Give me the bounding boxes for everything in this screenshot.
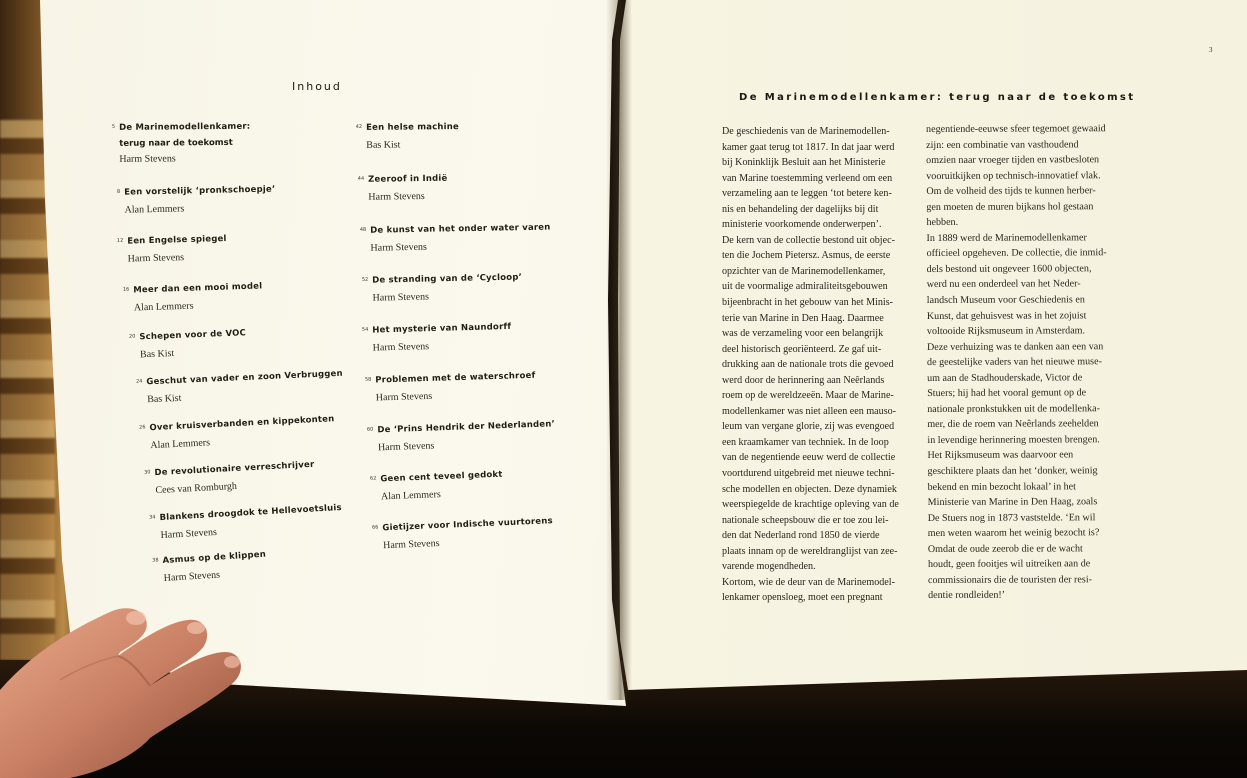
toc-title: Gietijzer voor Indische vuurtorens [382, 516, 553, 534]
toc-author: Bas Kist [366, 139, 401, 151]
text-line: landsch Museum voor Geschiedenis en [926, 294, 1085, 307]
toc-page-number: 66 [371, 524, 379, 531]
toc-heading: Inhoud [292, 80, 342, 93]
toc-title: Een vorstelijk ‘pronkschoepje’ [124, 184, 276, 198]
toc-author: Alan Lemmers [380, 489, 441, 503]
text-line: Om de volheid des tijds te kunnen herber- [926, 185, 1096, 198]
toc-page-number: 34 [149, 514, 156, 521]
toc-title: De Marinemodellenkamer: [119, 121, 251, 133]
text-line: zijn: een combinatie van vasthoudend [926, 138, 1079, 151]
text-line: lenkamer opensloeg, moet een pregnant [722, 592, 883, 604]
toc-page-number: 52 [361, 276, 369, 283]
text-line: omzien naar vroeger tijden en vastbesloten [926, 154, 1100, 167]
hand-holding-book [0, 560, 260, 778]
toc-author: Harm Stevens [368, 190, 425, 203]
text-line: sche modellen en objecten. Deze dynamiek [722, 483, 897, 495]
text-line: houdt, geen fooitjes wil uitreiken aan de [927, 558, 1091, 571]
toc-page-number: 48 [359, 226, 367, 233]
toc-author: Harm Stevens [377, 440, 435, 454]
toc-page-number: 5 [111, 123, 116, 130]
toc-page-number: 60 [366, 426, 374, 433]
text-line: varende mogendheden. [722, 561, 816, 573]
toc-title: Meer dan een mooi model [133, 281, 263, 296]
toc-entry [111, 228, 227, 265]
essay-title: De Marinemodellenkamer: terug naar de toekomst [739, 92, 1136, 103]
toc-page-number: 38 [152, 557, 159, 564]
text-line: van de negentiende eeuw werd de collectie [722, 452, 896, 464]
text-line: nis en behandeling der dagelijks bij dit [722, 203, 879, 215]
text-line: voltooide Rijksmuseum in Amsterdam. [926, 325, 1086, 338]
text-line: dentie rondleiden!’ [928, 590, 1006, 602]
text-line: werd door de herinnering aan Neêrlands [722, 374, 885, 386]
toc-author: Harm Stevens [372, 341, 430, 354]
toc-page-number: 24 [135, 378, 143, 385]
toc-author: Harm Stevens [375, 390, 433, 404]
toc-page-number: 30 [143, 469, 151, 476]
toc-page-number: 44 [357, 175, 365, 182]
toc-entry [138, 454, 316, 497]
toc-title: Over kruisverbanden en kippekonten [149, 414, 335, 434]
text-line: ten die Jochem Pietersz. Asmus, de eerste [722, 250, 891, 262]
toc-entry [143, 497, 343, 542]
toc-page-number: 42 [355, 123, 363, 130]
text-line: De Stuers nog in 1873 vaststelde. ‘En wil [927, 511, 1096, 524]
page-number: 3 [1209, 46, 1213, 54]
text-line: De kern van de collectie bestond uit objec- [722, 234, 895, 246]
text-line: voortdurend uitgebreid met nieuwe techni- [722, 468, 895, 480]
text-line: drukking aan de nationale trots die gevoed [722, 359, 894, 371]
toc-page-number: 16 [122, 286, 130, 293]
text-line: den dat Nederland rond 1850 de vierde [722, 530, 880, 542]
toc-title: Blankens droogdok te Hellevoetsluis [159, 502, 343, 524]
toc-entry [103, 116, 251, 165]
text-line: gen moeten de muren bijkans hol gestaan [926, 201, 1094, 213]
text-line: bij Koninklijk Besluit aan het Ministerie [722, 157, 886, 169]
toc-page-number: 12 [116, 237, 124, 244]
toc-author: Cees van Romburgh [155, 480, 238, 497]
text-line: van Marine toestemming verleend om een [722, 172, 893, 184]
text-line: Deze verhuizing was te danken aan een van [926, 340, 1104, 353]
text-line: weerspiegelde de krachtige opleving van de [722, 499, 899, 511]
toc-title: Een Engelse spiegel [127, 233, 227, 247]
toc-author: Harm Stevens [160, 526, 218, 542]
text-line: ministerie voorkomende onderwerpen’. [722, 219, 882, 231]
toc-title: Een helse machine [366, 122, 460, 133]
text-line: in levendige herinnering moesten brengen. [927, 434, 1100, 446]
toc-entry [366, 510, 554, 552]
toc-title: De stranding van de ‘Cycloop’ [372, 272, 523, 286]
text-line: Omdat de oude zeerob die er de wacht [927, 543, 1083, 555]
toc-entry [359, 365, 536, 404]
text-line: mer, die de roem van Neêrlands zeehelden [927, 418, 1099, 431]
toc-entry [130, 363, 344, 406]
toc-title: Geschut van vader en zoon Verbruggen [146, 368, 344, 388]
text-line: modellenkamer was niet alleen een mauso- [722, 405, 897, 417]
toc-title: Schepen voor de VOC [139, 328, 247, 343]
toc-page-number: 8 [116, 188, 121, 195]
toc-author: Harm Stevens [382, 537, 440, 552]
text-line: commissionairs die de touristen der resi- [927, 574, 1093, 586]
toc-entry [108, 178, 276, 215]
text-line: opzichter van de Marinemodellenkamer, [722, 265, 886, 277]
text-line: verzameling aan te leggen ‘tot betere ken- [722, 188, 892, 200]
text-line: bekend en min bezocht lokaal’ in het [927, 480, 1076, 493]
text-line: Kortom, wie de deur van de Marinemodel- [722, 576, 895, 588]
text-line: um aan de Stadhouderskade, Victor de [927, 372, 1083, 384]
toc-author: Harm Stevens [370, 241, 427, 254]
toc-entry [354, 217, 551, 254]
toc-title: De revolutionaire verreschrijver [154, 459, 315, 479]
toc-title: De ‘Prins Hendrik der Nederlanden’ [377, 419, 556, 436]
toc-author: Bas Kist [139, 348, 175, 361]
toc-title-line-2: terug naar de toekomst [119, 137, 233, 149]
toc-entry [352, 168, 448, 203]
text-line: nationale pronkstukken uit de modellenka- [927, 403, 1100, 415]
toc-author: Alan Lemmers [150, 437, 211, 452]
text-line: In 1889 werd de Marinemodellenkamer [926, 232, 1087, 244]
toc-entry [361, 413, 556, 454]
text-column-1 [722, 124, 912, 606]
text-line: geschiktere plaats dan het ‘donker, weinig [927, 465, 1098, 478]
text-line: Kunst, dat gehuisvest was in het zojuist [926, 309, 1087, 322]
toc-title: Problemen met de waterschroef [375, 370, 536, 386]
text-line: de geestelijke vaders van het nieuwe muse- [927, 356, 1102, 369]
toc-entry [123, 322, 247, 361]
text-line: kamer gaat terug tot 1817. In dat jaar werd [722, 141, 895, 153]
toc-entry [350, 116, 459, 151]
text-line: terie van Marine in Den Haag. Daarmee [722, 312, 884, 324]
toc-author: Alan Lemmers [124, 203, 185, 216]
toc-author: Harm Stevens [119, 153, 176, 165]
toc-page-number: 62 [369, 475, 377, 482]
text-line: nationale scheepsbouw die er toe zou lei- [722, 514, 889, 526]
toc-author: Harm Stevens [372, 291, 430, 304]
toc-title: Asmus op de klippen [162, 549, 267, 566]
text-line: bijeenbracht in het gebouw van het Minis- [722, 297, 893, 309]
text-line: dels bestond uit ongeveer 1600 objecten, [926, 263, 1092, 275]
text-line: een kraamkamer van techniek. In de loop [722, 436, 889, 448]
toc-page-number: 58 [364, 376, 372, 383]
toc-entry [364, 464, 503, 503]
toc-page-number: 20 [128, 333, 136, 340]
text-line: De geschiedenis van de Marinemodellen- [722, 126, 890, 137]
toc-author: Harm Stevens [163, 569, 221, 584]
text-line: Stuers; hij had het vooral gemunt op de [927, 387, 1087, 400]
text-line: men weten waarom het weinig bezocht is? [927, 527, 1100, 540]
text-column-2 [926, 121, 1118, 604]
toc-page-number: 26 [138, 424, 146, 431]
toc-title: Geen cent teveel gedokt [380, 469, 503, 485]
table-of-contents [0, 0, 620, 600]
text-line: uit de voormalige admiraliteitsgebouwen [722, 281, 888, 293]
text-line: plaats innam op de wereldranglijst van zee- [722, 545, 898, 557]
text-line: Ministerie van Marine in Den Haag, zoals [927, 496, 1098, 509]
text-line: was de verzameling voor een belangrijk [722, 328, 884, 340]
toc-entry [356, 267, 523, 304]
toc-author: Alan Lemmers [133, 300, 194, 314]
text-line: leum van vergane glorie, zij was evengoed [722, 421, 895, 433]
text-line: werd nu een onderdeel van het Neder- [926, 278, 1081, 291]
toc-author: Bas Kist [146, 392, 182, 406]
text-line: hebben. [926, 217, 959, 229]
text-line: deel historisch georiënteerd. Ze gaf uit- [722, 343, 882, 355]
toc-title: Zeeroof in Indië [368, 173, 448, 185]
text-line: officieel opgeheven. De collectie, die inmid- [926, 247, 1107, 260]
toc-author: Harm Stevens [127, 252, 185, 265]
toc-title: De kunst van het onder water varen [370, 222, 551, 236]
text-line: negentiende-eeuwse sfeer tegemoet gewaaid [926, 123, 1106, 135]
toc-page-number: 54 [361, 326, 369, 333]
text-line: Het Rijksmuseum was daarvoor een [927, 449, 1074, 462]
text-line: vooruitkijken op technisch-innovatief vlak. [926, 169, 1101, 182]
toc-title: Het mysterie van Naundorff [372, 321, 512, 336]
toc-entry [133, 408, 335, 452]
toc-entry [356, 316, 512, 354]
toc-entry [117, 275, 263, 314]
text-line: roem op de wereldzeeën. Maar de Marine- [722, 390, 894, 402]
